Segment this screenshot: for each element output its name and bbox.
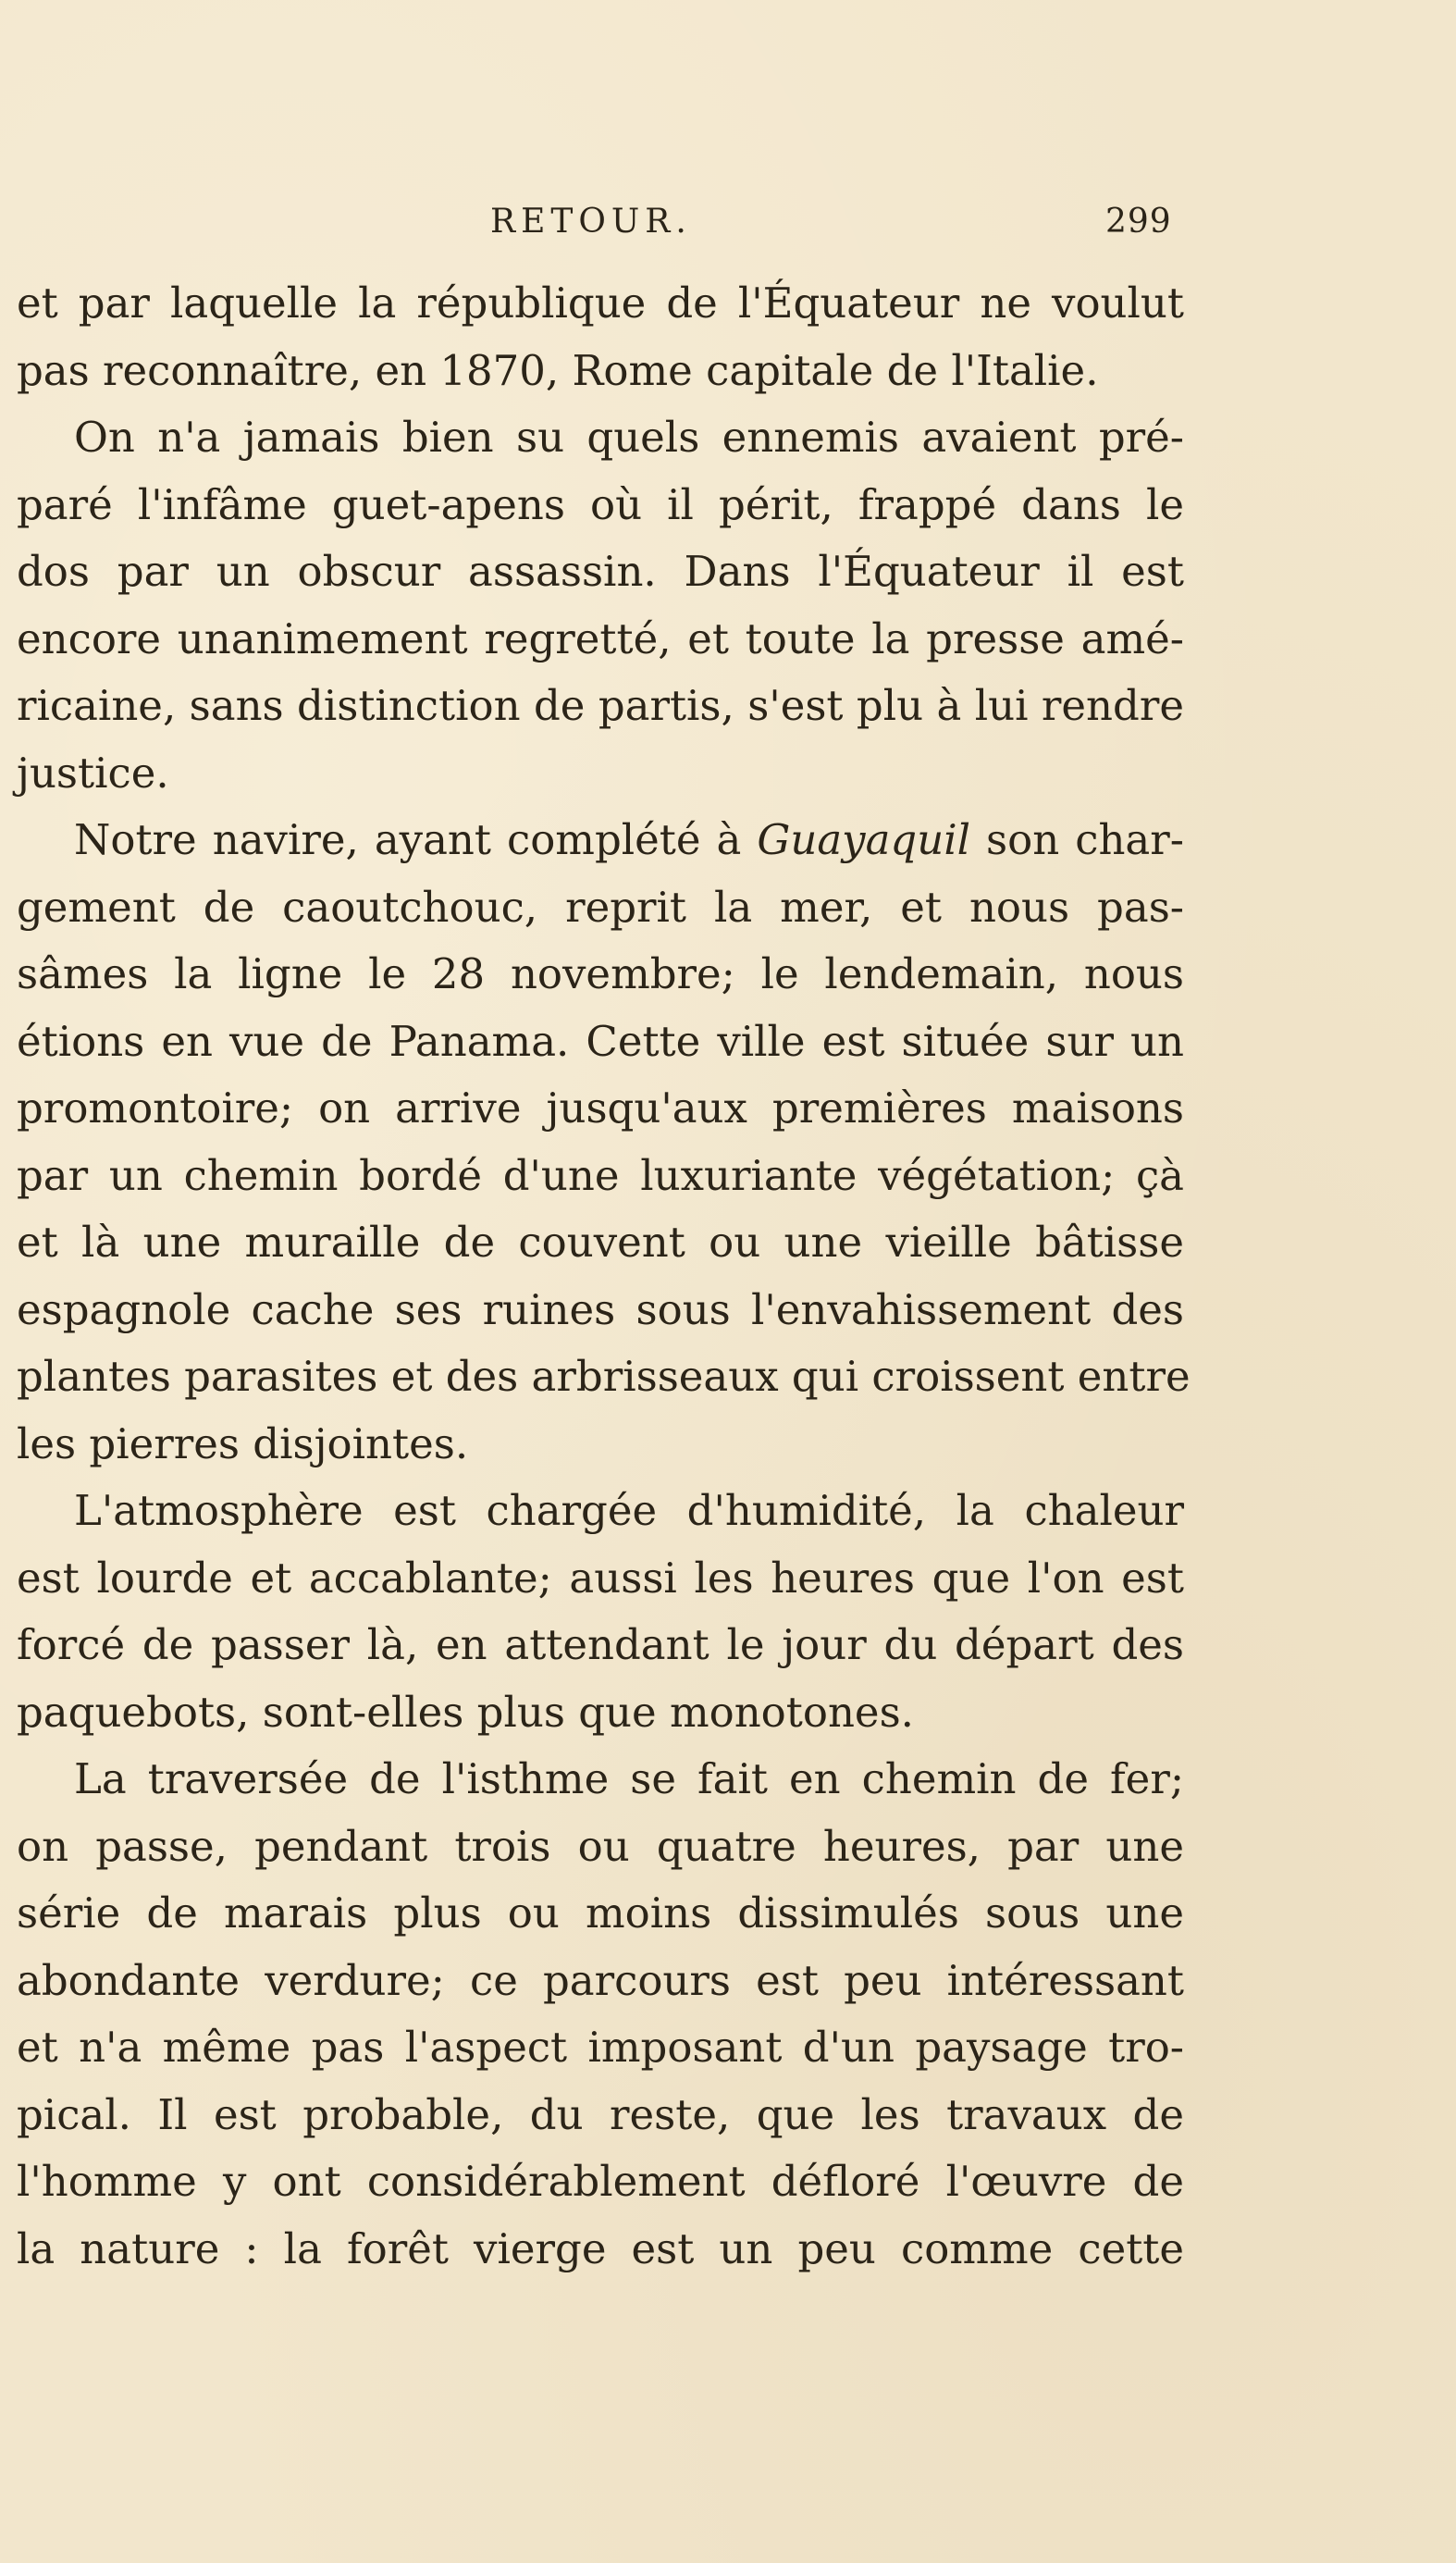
text-line: étions en vue de Panama. Cette ville est située sur un xyxy=(17,1016,1184,1066)
text-line: pical. Il est probable, du reste, que les travaux de xyxy=(17,2089,1184,2139)
text-line: est lourde et accablante; aussi les heures que l'on est xyxy=(17,1553,1184,1603)
text-line: et par laquelle la république de l'Équateur ne voulut xyxy=(17,279,1184,328)
body-text xyxy=(17,270,1191,2283)
text-line: et là une muraille de couvent ou une vieille bâtisse xyxy=(17,1218,1184,1267)
text-line: et n'a même pas l'aspect imposant d'un paysage tro- xyxy=(17,2023,1184,2072)
line-segment: Notre navire, ayant complété à xyxy=(74,815,758,864)
running-head xyxy=(0,196,1456,248)
text-line: pas reconnaître, en 1870, Rome capitale de l'Italie. xyxy=(17,345,1099,395)
text-line: espagnole cache ses ruines sous l'envahissement des xyxy=(17,1284,1184,1334)
text-line: série de marais plus ou moins dissimulés sous une xyxy=(17,1888,1184,1938)
paragraph-start-line xyxy=(17,807,1184,874)
text-line: encore unanimement regretté, et toute la presse amé- xyxy=(17,613,1184,663)
text-line: plantes parasites et des arbrisseaux qui croissent entre xyxy=(17,1352,1191,1401)
paragraph-start-line: On n'a jamais bien su quels ennemis avaient pré- xyxy=(74,413,1184,462)
text-line: promontoire; on arrive jusqu'aux premières maisons xyxy=(17,1083,1184,1133)
text-line: dos par un obscur assassin. Dans l'Équateur il est xyxy=(17,547,1184,596)
text-line: on passe, pendant trois ou quatre heures, par une xyxy=(17,1821,1184,1871)
paragraph-start-line: L'atmosphère est chargée d'humidité, la chaleur xyxy=(74,1486,1184,1535)
text-line: gement de caoutchouc, reprit la mer, et nous pas- xyxy=(17,882,1184,932)
text-line: l'homme y ont considérablement défloré l'œuvre de xyxy=(17,2157,1184,2206)
text-line: sâmes la ligne le 28 novembre; le lendemain, nous xyxy=(17,949,1184,998)
page-number: 299 xyxy=(1105,203,1172,241)
text-line: justice. xyxy=(17,748,169,798)
italic-place-name: Guayaquil xyxy=(757,815,971,864)
paragraph-start-line: La traversée de l'isthme se fait en chemin de fer; xyxy=(74,1754,1184,1803)
running-title: RETOUR. xyxy=(490,203,692,241)
text-line: paré l'infâme guet-apens où il périt, frappé dans le xyxy=(17,479,1184,529)
text-line: par un chemin bordé d'une luxuriante végétation; çà xyxy=(17,1150,1184,1200)
text-line: les pierres disjointes. xyxy=(17,1418,469,1468)
text-line: paquebots, sont-elles plus que monotones. xyxy=(17,1687,914,1737)
text-line: ricaine, sans distinction de partis, s'est plu à lui rendre xyxy=(17,681,1184,730)
text-line: forcé de passer là, en attendant le jour du départ des xyxy=(17,1620,1184,1669)
line-segment: son char- xyxy=(970,815,1184,864)
text-line: la nature : la forêt vierge est un peu comme cette xyxy=(17,2223,1184,2273)
text-line: abondante verdure; ce parcours est peu intéressant xyxy=(17,1955,1184,2005)
